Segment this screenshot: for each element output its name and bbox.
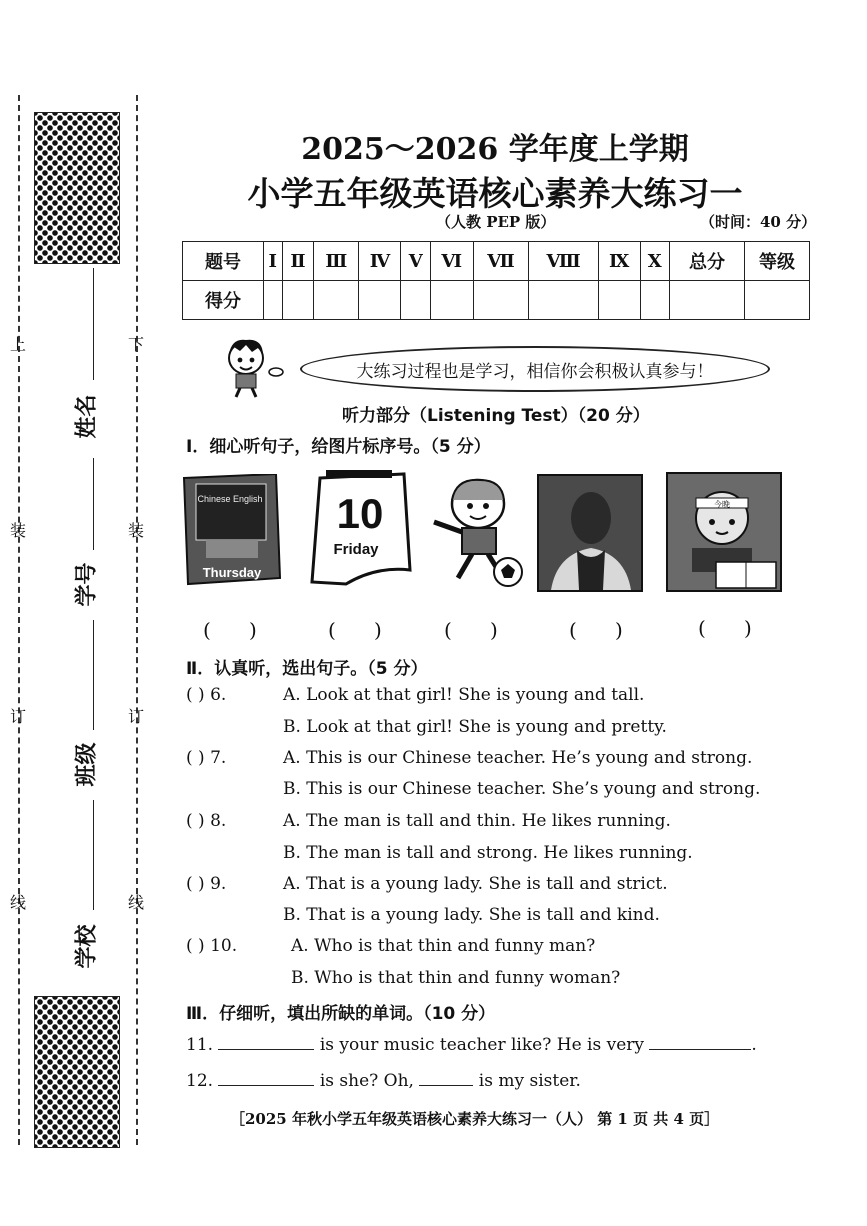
binding-char-left-4: 线	[10, 893, 27, 912]
pic1-board-text: Chinese English	[197, 494, 263, 504]
answer-paren-pic3[interactable]: ( )	[444, 618, 498, 642]
binding-char-right-4: 线	[128, 893, 145, 912]
score-cell[interactable]	[314, 281, 359, 320]
question-8-number[interactable]: ( ) 8.	[186, 811, 227, 831]
section-1-title: Ⅰ．细心听句子，给图片标序号。（5 分）	[186, 437, 491, 457]
score-cell[interactable]	[529, 281, 598, 320]
pic1-day-label: Thursday	[202, 565, 262, 580]
score-cell[interactable]	[598, 281, 640, 320]
answer-paren-pic4[interactable]: ( )	[569, 618, 623, 642]
school-field-line[interactable]	[93, 800, 94, 910]
question-8-option-a: A. The man is tall and thin. He likes running.	[283, 811, 671, 831]
boy-reading-picture	[666, 472, 782, 592]
score-header-cell: Ⅶ	[473, 242, 529, 281]
binding-char-left-3: 订	[10, 707, 27, 726]
question-11	[186, 1035, 757, 1055]
binding-char-right-3: 订	[128, 707, 145, 726]
motto-speech-bubble: 大练习过程也是学习，相信你会积极认真参与！	[300, 346, 770, 392]
question-9-number[interactable]: ( ) 9.	[186, 874, 227, 894]
question-7-number[interactable]: ( ) 7.	[186, 748, 227, 768]
question-12-blank-1[interactable]	[218, 1085, 314, 1086]
question-6-option-b: B. Look at that girl! She is young and pretty.	[283, 717, 667, 737]
name-field-label: 姓名	[74, 394, 100, 439]
question-7-option-b: B. This is our Chinese teacher. She’s young and strong.	[283, 779, 761, 799]
score-header-cell: Ⅱ	[282, 242, 314, 281]
score-header-cell: Ⅲ	[314, 242, 359, 281]
binding-dashed-line-right	[136, 95, 138, 1145]
title-year: 2025～2026 学年度上学期	[301, 132, 689, 167]
binding-char-left-1: 上	[10, 335, 27, 354]
score-header-cell: Ⅹ	[640, 242, 670, 281]
calendar-friday-picture	[306, 470, 416, 590]
score-cell[interactable]	[264, 281, 283, 320]
edition-label: （人教 PEP 版）	[436, 213, 556, 231]
pic5-headband-text: 今晚	[714, 500, 730, 509]
question-10-option-a: A. Who is that thin and funny man?	[291, 936, 596, 956]
student-id-field-line[interactable]	[93, 458, 94, 550]
score-header-cell: Ⅵ	[430, 242, 473, 281]
question-10-option-b: B. Who is that thin and funny woman?	[291, 968, 621, 988]
question-11-blank-2[interactable]	[649, 1049, 751, 1050]
binding-char-right-2: 装	[128, 521, 145, 540]
school-field-label: 学校	[74, 924, 100, 969]
checker-pattern-bottom	[34, 996, 120, 1148]
score-cell[interactable]	[670, 281, 745, 320]
score-table-score-row	[183, 281, 810, 320]
question-6-number[interactable]: ( ) 6.	[186, 685, 227, 705]
name-field-line[interactable]	[93, 268, 94, 380]
title-main: 小学五年级英语核心素养大练习一	[247, 174, 743, 213]
question-12-blank-2[interactable]	[419, 1085, 473, 1086]
score-cell[interactable]	[745, 281, 810, 320]
question-12-end: is my sister.	[478, 1071, 581, 1091]
question-7-option-a: A. This is our Chinese teacher. He’s young and strong.	[283, 748, 753, 768]
page-footer: ［2025 年秋小学五年级英语核心素养大练习一（人） 第 1 页 共 4 页］	[230, 1110, 720, 1128]
answer-paren-pic2[interactable]: ( )	[328, 618, 382, 642]
score-header-cell: 等级	[745, 242, 810, 281]
score-cell[interactable]	[282, 281, 314, 320]
question-12-number: 12.	[186, 1071, 214, 1091]
binding-dashed-line-left	[18, 95, 20, 1145]
listening-heading: 听力部分（Listening Test）（20 分）	[342, 406, 650, 426]
question-8-option-b: B. The man is tall and strong. He likes running.	[283, 843, 693, 863]
binding-char-left-2: 装	[10, 521, 27, 540]
score-cell[interactable]	[430, 281, 473, 320]
answer-paren-pic1[interactable]: ( )	[203, 618, 257, 642]
score-cell[interactable]	[473, 281, 529, 320]
pic2-day-label: Friday	[333, 541, 379, 558]
score-header-cell: 题号	[183, 242, 264, 281]
question-11-text: is your music teacher like? He is very	[319, 1035, 644, 1055]
score-row-label: 得分	[183, 281, 264, 320]
checker-pattern-top	[34, 112, 120, 264]
class-field-label: 班级	[74, 742, 100, 787]
score-cell[interactable]	[359, 281, 401, 320]
question-6-option-a: A. Look at that girl! She is young and tall.	[283, 685, 645, 705]
score-header-cell: Ⅴ	[401, 242, 430, 281]
score-header-cell: Ⅸ	[598, 242, 640, 281]
score-header-cell: 总分	[670, 242, 745, 281]
section-3-title: Ⅲ．仔细听，填出所缺的单词。（10 分）	[186, 1004, 496, 1024]
question-11-end: .	[751, 1035, 757, 1055]
question-11-number: 11.	[186, 1035, 214, 1055]
cartoon-boy-illustration	[218, 336, 290, 398]
calendar-thursday-picture	[182, 474, 282, 586]
answer-paren-pic5[interactable]: ( )	[698, 616, 752, 640]
score-header-cell: Ⅷ	[529, 242, 598, 281]
score-cell[interactable]	[401, 281, 430, 320]
class-field-line[interactable]	[93, 620, 94, 730]
score-table-header-row	[183, 242, 810, 281]
question-9-option-b: B. That is a young lady. She is tall and kind.	[283, 905, 660, 925]
question-11-blank-1[interactable]	[218, 1049, 314, 1050]
boy-playing-football-picture	[422, 474, 526, 590]
score-cell[interactable]	[640, 281, 670, 320]
pic2-date-number: 10	[336, 490, 384, 537]
section-2-title: Ⅱ．认真听，选出句子。（5 分）	[186, 659, 428, 679]
score-table	[182, 241, 810, 320]
student-id-field-label: 学号	[74, 562, 100, 607]
young-man-photo-picture	[537, 474, 643, 592]
question-12	[186, 1071, 581, 1091]
binding-char-right-1: 下	[128, 335, 145, 354]
question-12-text: is she? Oh,	[319, 1071, 414, 1091]
score-header-cell: Ⅰ	[264, 242, 283, 281]
time-label: （时间：40 分）	[700, 213, 817, 231]
question-9-option-a: A. That is a young lady. She is tall and strict.	[283, 874, 668, 894]
score-header-cell: Ⅳ	[359, 242, 401, 281]
question-10-number[interactable]: ( ) 10.	[186, 936, 238, 956]
